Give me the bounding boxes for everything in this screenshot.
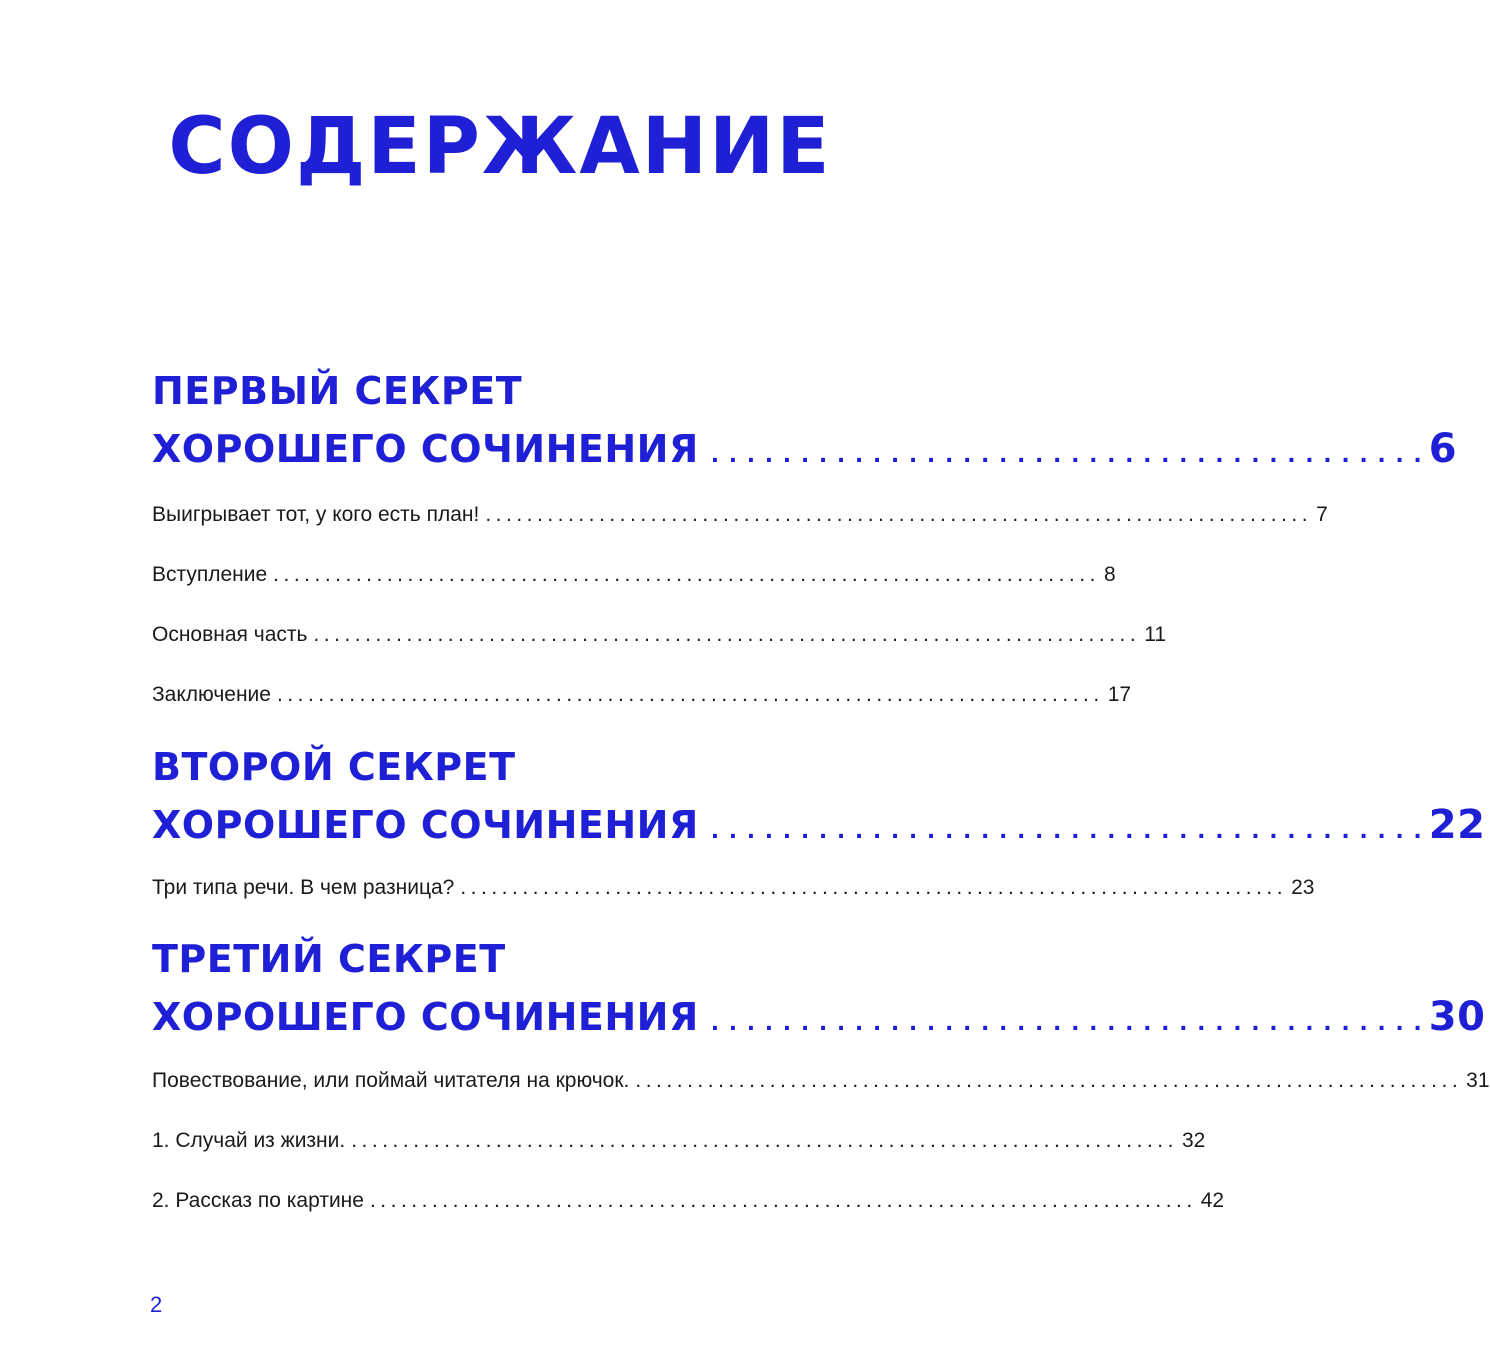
toc-entry[interactable] [152, 680, 1132, 710]
leader-dots: ................................................................................ [276, 683, 1104, 706]
toc-entry-page: 31 [1466, 1069, 1490, 1092]
section-heading-line2: ХОРОШЕГО СОЧИНЕНИЯ [152, 427, 699, 471]
toc-entry[interactable] [152, 500, 1328, 530]
leader-dots: . . . . . . . . . . . . . . . . . . . . . . . . . . . . . . . . . . . . . . . . [710, 819, 1423, 844]
toc-entry[interactable] [152, 873, 1315, 903]
page-title: СОДЕРЖАНИЕ [168, 102, 832, 192]
toc-entry[interactable] [152, 1066, 1490, 1096]
section-page-number: 6 [1428, 426, 1458, 472]
toc-entry-label: 2. Рассказ по картине [152, 1189, 364, 1212]
toc-entry[interactable] [152, 560, 1116, 590]
leader-dots: ................................................................................ [369, 1189, 1197, 1212]
leader-dots: ................................................................................ [313, 623, 1141, 646]
toc-entry-label: Три типа речи. В чем разница? [152, 876, 455, 899]
toc-entry-label: Основная часть [152, 623, 308, 646]
toc-entry-label: Выигрывает тот, у кого есть план! [152, 503, 480, 526]
section-heading-line2: ХОРОШЕГО СОЧИНЕНИЯ [152, 995, 699, 1039]
toc-entry[interactable] [152, 1186, 1225, 1216]
section-heading-line1: ПЕРВЫЙ СЕКРЕТ [152, 369, 523, 413]
toc-entry[interactable] [152, 620, 1167, 650]
toc-entry[interactable] [152, 1126, 1206, 1156]
section-page-number: 30 [1428, 994, 1486, 1040]
section-heading-row [152, 988, 1486, 1053]
toc-entry-page: 17 [1107, 683, 1132, 706]
section-page-number: 22 [1428, 802, 1486, 848]
leader-dots: . . . . . . . . . . . . . . . . . . . . . . . . . . . . . . . . . . . . . . . . [710, 1011, 1423, 1036]
section-1-heading[interactable] [152, 362, 1458, 485]
toc-entry-page: 8 [1103, 563, 1116, 586]
leader-dots: ................................................................................ [460, 876, 1288, 899]
leader-dots: ................................................................................ [273, 563, 1100, 586]
section-heading-line1: ВТОРОЙ СЕКРЕТ [152, 745, 516, 789]
leader-dots: ................................................................................ [485, 503, 1313, 526]
section-heading-row [152, 796, 1486, 861]
section-heading-line2: ХОРОШЕГО СОЧИНЕНИЯ [152, 803, 699, 847]
page-number: 2 [150, 1292, 163, 1317]
section-heading-row [152, 420, 1458, 485]
toc-entry-label: 1. Случай из жизни. [152, 1129, 346, 1152]
toc-entry-page: 11 [1144, 623, 1167, 646]
leader-dots: . . . . . . . . . . . . . . . . . . . . . . . . . . . . . . . . . . . . . . . . [710, 443, 1423, 468]
section-3-heading[interactable] [152, 930, 1486, 1053]
section-heading-line1: ТРЕТИЙ СЕКРЕТ [152, 937, 506, 981]
toc-entry-page: 42 [1200, 1189, 1225, 1212]
toc-entry-label: Вступление [152, 563, 268, 586]
toc-entry-page: 32 [1181, 1129, 1206, 1152]
toc-entry-page: 23 [1291, 876, 1315, 899]
leader-dots: ................................................................................ [351, 1129, 1178, 1152]
section-2-heading[interactable] [152, 738, 1486, 861]
toc-entry-page: 7 [1316, 503, 1328, 526]
toc-entry-label: Заключение [152, 683, 271, 706]
toc-entry-label: Повествование, или поймай читателя на крючок. [152, 1069, 630, 1092]
leader-dots: ................................................................................ [635, 1069, 1463, 1092]
